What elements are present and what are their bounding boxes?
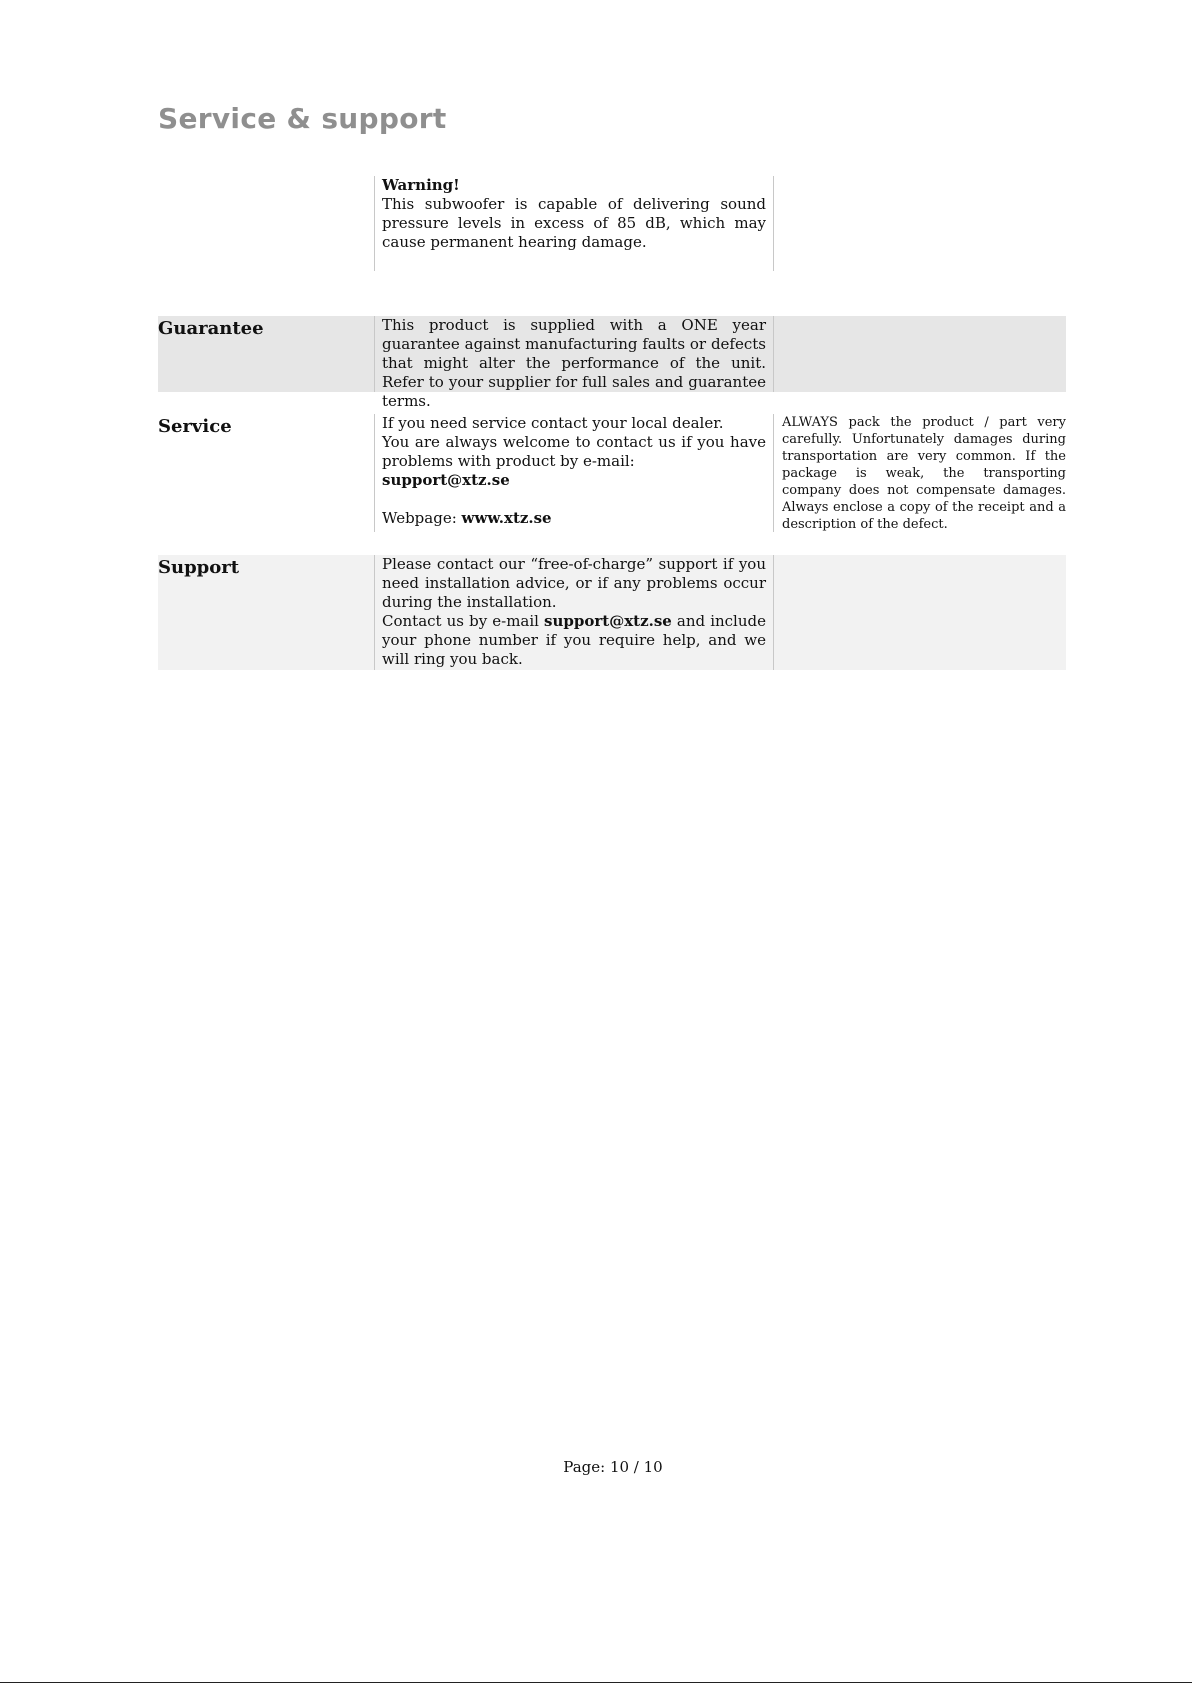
support-text-cell: [374, 555, 774, 670]
page-footer: Page: 10 / 10: [563, 1458, 663, 1476]
service-heading: Service: [158, 416, 232, 437]
guarantee-text: This product is supplied with a ONE year guarantee against manufacturing faults or defects that might alter the performance of the unit. Refer to your supplier for full sales and guarantee terms.: [382, 316, 766, 410]
guarantee-side-cell: [774, 316, 1066, 392]
service-text-cell: [374, 414, 774, 532]
guarantee-section: [158, 316, 1066, 410]
service-line-1: If you need service contact your local dealer.: [382, 414, 724, 432]
support-side-cell: [774, 555, 1066, 670]
support-text-1: Please contact our “free-of-charge” support if you need installation advice, or if any problems occur during the installation.: [382, 555, 766, 611]
service-email-link[interactable]: support@xtz.se: [382, 471, 510, 489]
packing-note: ALWAYS pack the product / part very carefully. Unfortunately damages during transportation are very common. If the package is weak, the transporting company does not compensate damages. Always enclose a copy of the receipt and a description of the defect.: [782, 415, 1066, 532]
webpage-link[interactable]: www.xtz.se: [461, 509, 552, 527]
webpage-label: Webpage:: [382, 509, 457, 527]
support-email-link[interactable]: support@xtz.se: [544, 612, 672, 630]
support-section: [158, 555, 1066, 670]
service-section: [158, 414, 1066, 532]
guarantee-heading: Guarantee: [158, 318, 264, 339]
warning-heading: Warning!: [382, 176, 460, 194]
page-title: Service & support: [158, 102, 447, 135]
support-text-2-post: and include your phone number if you require help, and we will ring you back.: [382, 612, 766, 668]
page-bottom-rule: [0, 1682, 1192, 1683]
service-side-note: [774, 414, 1066, 532]
warning-text: This subwoofer is capable of delivering sound pressure levels in excess of 85 dB, which may cause permanent hearing damage.: [382, 195, 766, 251]
service-line-2: You are always welcome to contact us if you have problems with product by e-mail:: [382, 433, 766, 470]
warning-cell: [374, 176, 774, 271]
guarantee-text-cell: [374, 316, 774, 410]
warning-section: [158, 176, 1066, 271]
support-text-2-pre: Contact us by e-mail: [382, 612, 539, 630]
support-heading: Support: [158, 557, 240, 578]
